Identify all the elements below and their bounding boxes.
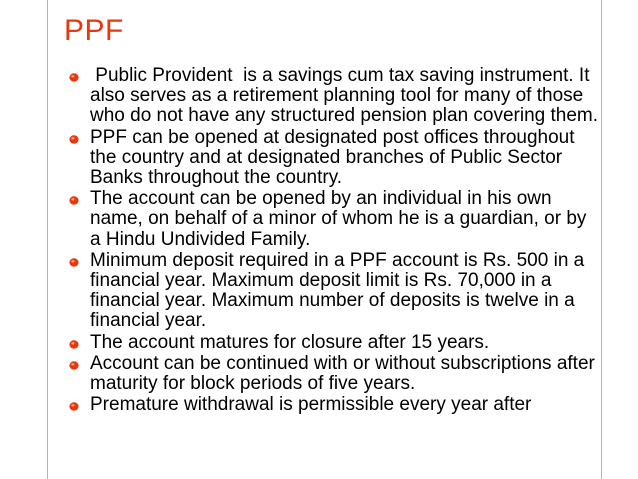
right-border-line — [601, 0, 602, 479]
list-item — [66, 395, 601, 415]
bullet-text: The account matures for closure after 15 years. — [90, 331, 490, 353]
list-item — [66, 333, 601, 353]
bullet-icon — [69, 196, 79, 205]
bullet-icon — [69, 402, 79, 411]
bullet-text: Minimum deposit required in a PPF account is Rs. 500 in a financial year. Maximum deposit limit is Rs. 70,000 in a financial year. Maximum number of deposits is twelve in a financial year. — [90, 249, 585, 332]
bullet-icon — [69, 340, 79, 349]
bullet-icon — [69, 135, 79, 144]
list-item — [66, 354, 601, 394]
bullet-list — [66, 66, 601, 416]
list-item — [66, 251, 601, 332]
bullet-icon — [69, 258, 79, 267]
bullet-text: Premature withdrawal is permissible every year after — [90, 394, 532, 416]
bullet-icon — [69, 361, 79, 370]
list-item — [66, 189, 601, 250]
left-border-line — [47, 0, 48, 479]
bullet-text: The account can be opened by an individual in his own name, on behalf of a minor of whom he is a guardian, or by a Hindu Undivided Family. — [90, 188, 587, 250]
bullet-text: Public Provident is a savings cum tax saving instrument. It also serves as a retirement planning tool for many of those who do not have any structured pension plan covering them. — [90, 65, 599, 127]
bullet-icon — [69, 73, 79, 82]
bullet-text: Account can be continued with or without subscriptions after maturity for block periods of five years. — [90, 352, 595, 395]
slide-title: PPF — [64, 14, 124, 47]
list-item — [66, 128, 601, 189]
list-item — [66, 66, 601, 127]
bullet-text: PPF can be opened at designated post offices throughout the country and at designated branches of Public Sector Banks throughout the country. — [90, 126, 575, 189]
